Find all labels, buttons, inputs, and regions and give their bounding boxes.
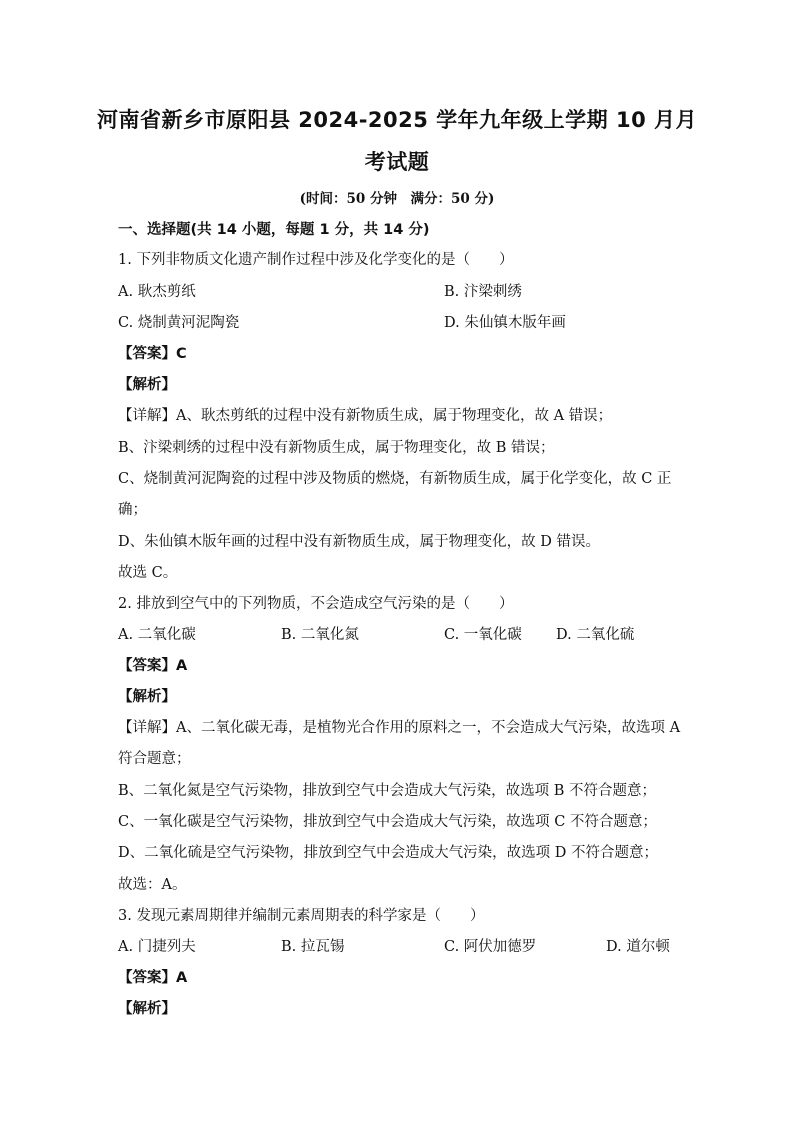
q1-answer: 【答案】C bbox=[118, 346, 187, 362]
q3-option-b: B. 拉瓦锡 bbox=[281, 939, 345, 955]
document-title-line-1: 河南省新乡市原阳县 2024-2025 学年九年级上学期 10 月月 bbox=[96, 108, 698, 132]
q2-answer: 【答案】A bbox=[118, 658, 188, 674]
q2-stem: 2. 排放到空气中的下列物质，不会造成空气污染的是（ ） bbox=[118, 596, 514, 612]
q1-detail-line: C、烧制黄河泥陶瓷的过程中涉及物质的燃烧，有新物质生成，属于化学变化，故 C 正 bbox=[118, 471, 672, 487]
q1-option-d: D. 朱仙镇木版年画 bbox=[444, 315, 566, 331]
q2-option-c: C. 一氧化碳 bbox=[444, 627, 522, 643]
q2-detail-line: 【详解】A、二氧化碳无毒，是植物光合作用的原料之一，不会造成大气污染，故选项 A bbox=[118, 720, 681, 736]
q1-detail-line: B、汴梁刺绣的过程中没有新物质生成，属于物理变化，故 B 错误； bbox=[118, 440, 555, 456]
exam-info: (时间：50 分钟 满分：50 分) bbox=[299, 191, 495, 207]
q2-option-a: A. 二氧化碳 bbox=[118, 627, 196, 643]
q3-stem: 3. 发现元素周期律并编制元素周期表的科学家是（ ） bbox=[118, 908, 485, 924]
q2-detail-line: B、二氧化氮是空气污染物，排放到空气中会造成大气污染，故选项 B 不符合题意； bbox=[118, 783, 657, 799]
q3-option-a: A. 门捷列夫 bbox=[118, 939, 196, 955]
q3-answer: 【答案】A bbox=[118, 970, 188, 986]
q1-option-a: A. 耿杰剪纸 bbox=[118, 284, 196, 300]
document-title-line-2: 考试题 bbox=[364, 150, 430, 174]
q3-option-c: C. 阿伏加德罗 bbox=[444, 939, 537, 955]
q2-option-b: B. 二氧化氮 bbox=[281, 627, 359, 643]
q2-detail-line: 故选：A。 bbox=[118, 877, 187, 893]
q1-stem: 1. 下列非物质文化遗产制作过程中涉及化学变化的是（ ） bbox=[118, 252, 514, 268]
q3-analysis-label: 【解析】 bbox=[118, 1001, 176, 1017]
q2-detail-line: D、二氧化硫是空气污染物，排放到空气中会造成大气污染，故选项 D 不符合题意； bbox=[118, 845, 658, 861]
q2-detail-line: 符合题意； bbox=[118, 751, 191, 767]
q2-detail-line: C、一氧化碳是空气污染物，排放到空气中会造成大气污染，故选项 C 不符合题意； bbox=[118, 814, 657, 830]
q1-detail-line: 确； bbox=[118, 502, 147, 518]
section-heading: 一、选择题(共 14 小题，每题 1 分，共 14 分) bbox=[118, 222, 430, 238]
q1-detail-line: 【详解】A、耿杰剪纸的过程中没有新物质生成，属于物理变化，故 A 错误； bbox=[118, 408, 613, 424]
q1-detail-line: D、朱仙镇木版年画的过程中没有新物质生成，属于物理变化，故 D 错误。 bbox=[118, 534, 600, 550]
q1-option-b: B. 汴梁刺绣 bbox=[444, 284, 522, 300]
q1-option-c: C. 烧制黄河泥陶瓷 bbox=[118, 315, 240, 331]
q3-option-d: D. 道尔顿 bbox=[606, 939, 670, 955]
q2-analysis-label: 【解析】 bbox=[118, 689, 176, 705]
q2-option-d: D. 二氧化硫 bbox=[556, 627, 635, 643]
q1-analysis-label: 【解析】 bbox=[118, 377, 176, 393]
q1-detail-line: 故选 C。 bbox=[118, 565, 178, 581]
